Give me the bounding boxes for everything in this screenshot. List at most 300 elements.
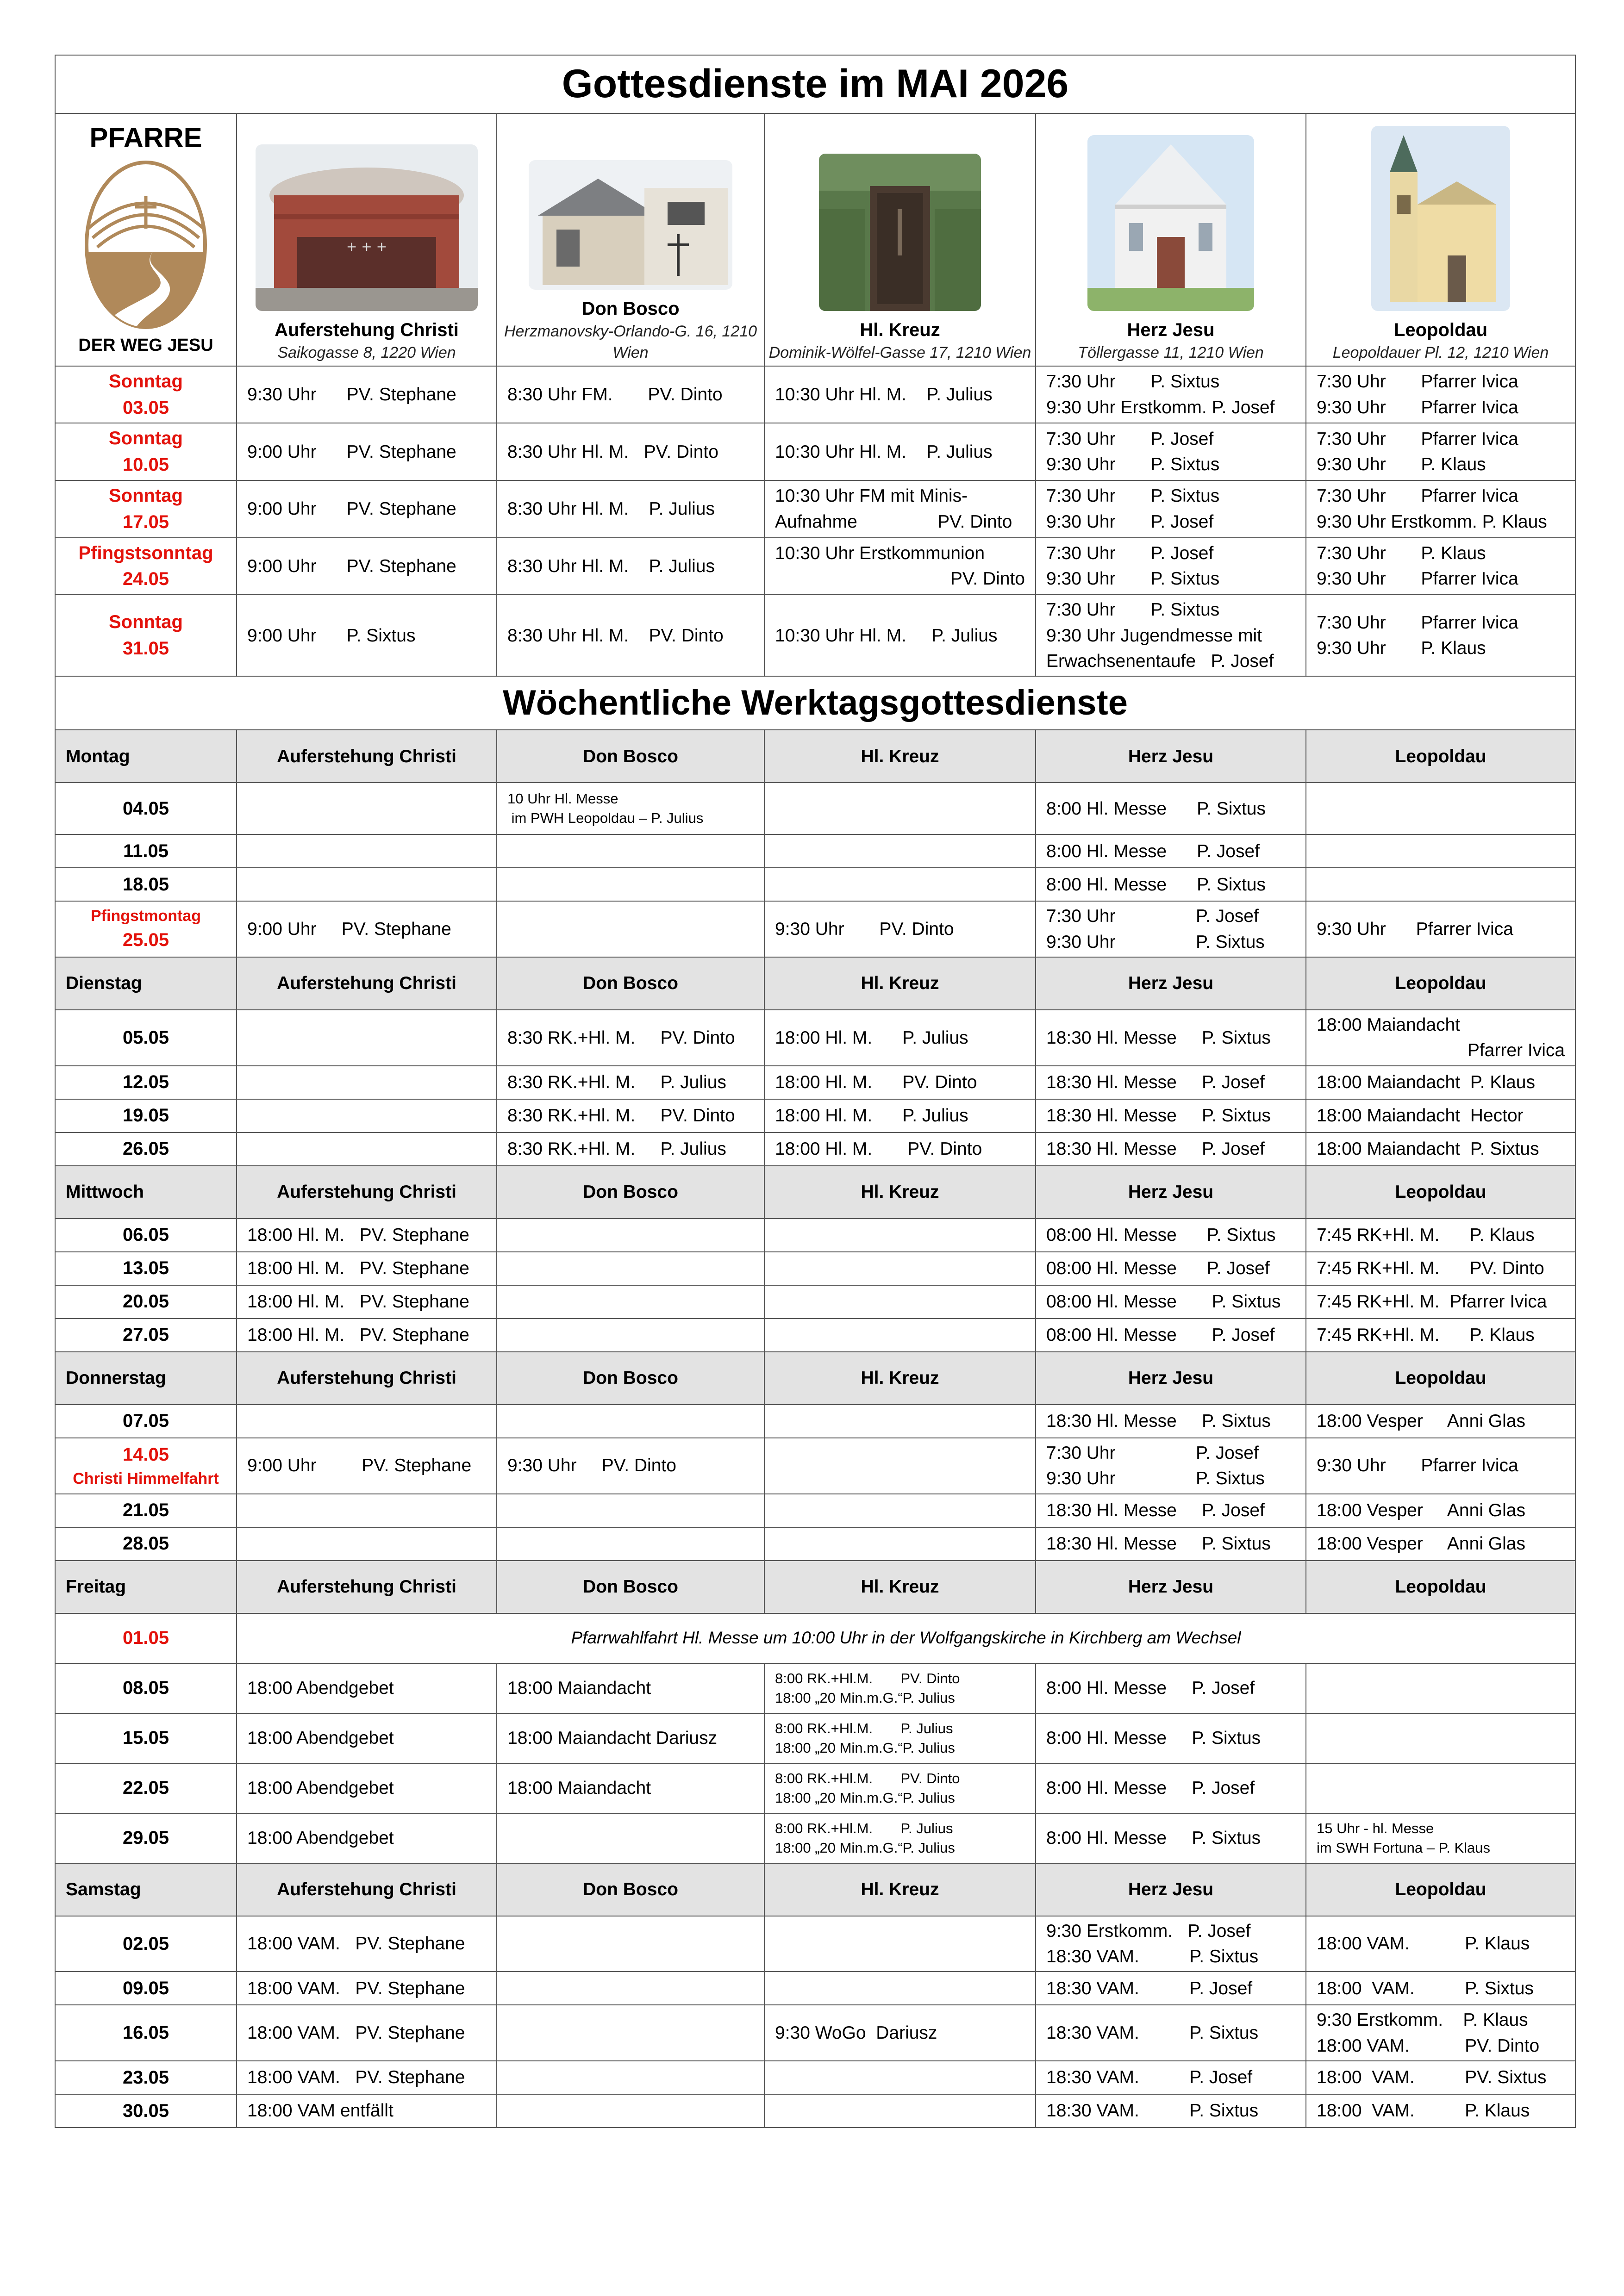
column-header-auferstehung: Auferstehung Christi xyxy=(237,1561,497,1613)
weekday-cell-leopoldau: 18:00 VAM. P. Sixtus xyxy=(1306,1972,1575,2005)
weekday-cell-leopoldau: 18:00 VAM. P. Klaus xyxy=(1306,1916,1575,1972)
church-photo-hlkreuz-icon xyxy=(819,154,981,311)
sunday-cell-donbosco: 8:30 Uhr Hl. M. P. Julius xyxy=(497,538,764,595)
weekday-row xyxy=(55,1763,1575,1813)
column-header-donbosco: Don Bosco xyxy=(497,1863,764,1916)
weekday-cell-herzjesu: 8:00 Hl. Messe P. Sixtus xyxy=(1036,783,1306,834)
entry-line: 9:30 Uhr Pfarrer Ivica xyxy=(1317,397,1518,417)
parish-name-hlkreuz: Hl. Kreuz xyxy=(860,319,940,340)
weekday-cell-herzjesu: 18:30 Hl. Messe P. Sixtus xyxy=(1036,1099,1306,1132)
logo-top-text: PFARRE xyxy=(89,122,202,153)
weekday-cell-donbosco xyxy=(497,868,764,901)
weekday-cell-hlkreuz: 18:00 Hl. M. PV. Dinto xyxy=(764,1132,1036,1166)
entry-line: Aufnahme PV. Dinto xyxy=(775,511,1012,532)
page-title: Gottesdienste im MAI 2026 xyxy=(55,55,1575,113)
entry-line: 18:00 „20 Min.m.G.“P. Julius xyxy=(775,1789,955,1806)
weekday-cell-auferstehung xyxy=(237,868,497,901)
church-photo-leopoldau-icon xyxy=(1371,126,1510,311)
weekday-cell-auferstehung: 18:00 VAM. PV. Stephane xyxy=(237,2061,497,2094)
entry-line: 10 Uhr Hl. Messe xyxy=(507,790,618,807)
parish-header-donbosco xyxy=(497,113,764,366)
weekday-cell-auferstehung: 18:00 VAM. PV. Stephane xyxy=(237,1916,497,1972)
entry-line: 9:30 Uhr P. Josef xyxy=(1046,511,1214,532)
weekday-cell-auferstehung: 18:00 VAM. PV. Stephane xyxy=(237,1972,497,2005)
entry-line: 8:00 RK.+Hl.M. P. Julius xyxy=(775,1720,953,1736)
column-header-auferstehung: Auferstehung Christi xyxy=(237,1166,497,1219)
entry-line: 18:30 VAM. P. Sixtus xyxy=(1046,1946,1259,1966)
column-header-herzjesu: Herz Jesu xyxy=(1036,1352,1306,1405)
weekday-cell-hlkreuz: 18:00 Hl. M. P. Julius xyxy=(764,1010,1036,1066)
weekday-cell-hlkreuz xyxy=(764,1405,1036,1438)
sunday-cell-auferstehung: 9:00 Uhr PV. Stephane xyxy=(237,538,497,595)
sunday-cell-donbosco: 8:30 Uhr Hl. M. P. Julius xyxy=(497,480,764,538)
parish-header-leopoldau xyxy=(1306,113,1575,366)
column-header-leopoldau: Leopoldau xyxy=(1306,1561,1575,1613)
way-of-jesus-logo-icon xyxy=(83,159,208,330)
weekday-cell-herzjesu: 18:30 Hl. Messe P. Sixtus xyxy=(1036,1010,1306,1066)
weekday-cell-donbosco xyxy=(497,2094,764,2128)
entry-line: 7:30 Uhr P. Sixtus xyxy=(1046,486,1220,506)
weekday-date: 15.05 xyxy=(55,1713,237,1763)
weekday-header-freitag xyxy=(55,1561,1575,1613)
parish-address-hlkreuz: Dominik-Wölfel-Gasse 17, 1210 Wien xyxy=(768,343,1031,361)
weekday-label: Montag xyxy=(55,730,237,783)
weekday-cell-leopoldau: 18:00 Vesper Anni Glas xyxy=(1306,1527,1575,1561)
weekday-cell-auferstehung: 18:00 Hl. M. PV. Stephane xyxy=(237,1319,497,1352)
weekday-cell-leopoldau: 18:00 Vesper Anni Glas xyxy=(1306,1405,1575,1438)
weekday-cell-donbosco xyxy=(497,1972,764,2005)
entry-line: 7:30 Uhr P. Josef xyxy=(1046,429,1214,449)
sunday-day-label: Sonntag xyxy=(109,428,183,449)
weekday-cell-hlkreuz xyxy=(764,1438,1036,1494)
parish-address-donbosco: Herzmanovsky-Orlando-G. 16, 1210 Wien xyxy=(504,323,757,361)
sunday-cell-hlkreuz xyxy=(764,538,1036,595)
weekday-cell-leopoldau: 18:00 Maiandacht Hector xyxy=(1306,1099,1575,1132)
weekday-cell-hlkreuz xyxy=(764,2094,1036,2128)
column-header-leopoldau: Leopoldau xyxy=(1306,1352,1575,1405)
weekday-cell-hlkreuz: 9:30 Uhr PV. Dinto xyxy=(764,901,1036,957)
church-photo-donbosco-icon xyxy=(529,160,732,290)
entry-line: 9:30 Erstkomm. P. Klaus xyxy=(1317,2010,1528,2030)
weekday-cell-hlkreuz xyxy=(764,1252,1036,1285)
sunday-row xyxy=(55,595,1575,676)
weekday-cell-herzjesu: 18:30 VAM. P. Josef xyxy=(1036,1972,1306,2005)
sunday-cell-herzjesu xyxy=(1036,538,1306,595)
entry-line: 7:30 Uhr P. Sixtus xyxy=(1046,600,1220,620)
entry-line: 9:30 Erstkomm. P. Josef xyxy=(1046,1921,1251,1941)
entry-line: 8:00 RK.+Hl.M. PV. Dinto xyxy=(775,1670,960,1686)
weekday-date: 23.05 xyxy=(55,2061,237,2094)
entry-line: 7:30 Uhr P. Klaus xyxy=(1317,543,1486,563)
weekday-cell-auferstehung: 18:00 Hl. M. PV. Stephane xyxy=(237,1285,497,1319)
sunday-cell-hlkreuz xyxy=(764,480,1036,538)
weekday-cell-donbosco xyxy=(497,1285,764,1319)
column-header-leopoldau: Leopoldau xyxy=(1306,1166,1575,1219)
weekday-date-cell xyxy=(55,1438,237,1494)
entry-line: 8:00 RK.+Hl.M. PV. Dinto xyxy=(775,1770,960,1786)
entry-line: 9:30 Uhr P. Klaus xyxy=(1317,638,1486,659)
weekday-cell-herzjesu xyxy=(1036,1916,1306,1972)
sunday-day-label: Sonntag xyxy=(109,612,183,633)
weekday-cell-leopoldau: 7:45 RK+Hl. M. P. Klaus xyxy=(1306,1319,1575,1352)
weekday-cell-hlkreuz: 9:30 WoGo Dariusz xyxy=(764,2005,1036,2061)
weekday-date: 02.05 xyxy=(55,1916,237,1972)
column-header-hlkreuz: Hl. Kreuz xyxy=(764,1166,1036,1219)
entry-line: 7:30 Uhr P. Josef xyxy=(1046,1443,1259,1463)
sunday-cell-leopoldau xyxy=(1306,480,1575,538)
weekday-cell-auferstehung xyxy=(237,834,497,868)
weekday-cell-leopoldau: 9:30 Uhr Pfarrer Ivica xyxy=(1306,901,1575,957)
weekday-row xyxy=(55,2061,1575,2094)
weekday-cell-leopoldau xyxy=(1306,834,1575,868)
weekday-header-mittwoch xyxy=(55,1166,1575,1219)
sunday-date-cell xyxy=(55,480,237,538)
weekday-cell-herzjesu xyxy=(1036,901,1306,957)
column-header-auferstehung: Auferstehung Christi xyxy=(237,1352,497,1405)
sunday-date-cell xyxy=(55,595,237,676)
weekday-cell-donbosco xyxy=(497,783,764,834)
weekday-cell-herzjesu: 8:00 Hl. Messe P. Josef xyxy=(1036,1663,1306,1713)
column-header-leopoldau: Leopoldau xyxy=(1306,1863,1575,1916)
entry-line: 18:00 VAM. PV. Dinto xyxy=(1317,2035,1540,2056)
sunday-row xyxy=(55,480,1575,538)
weekday-cell-hlkreuz: 18:00 Hl. M. P. Julius xyxy=(764,1099,1036,1132)
weekday-cell-leopoldau: 7:45 RK+Hl. M. PV. Dinto xyxy=(1306,1252,1575,1285)
column-header-hlkreuz: Hl. Kreuz xyxy=(764,1561,1036,1613)
weekday-cell-leopoldau: 7:45 RK+Hl. M. P. Klaus xyxy=(1306,1219,1575,1252)
entry-line: 7:30 Uhr Pfarrer Ivica xyxy=(1317,372,1518,392)
special-event-text: Pfarrwahlfahrt Hl. Messe um 10:00 Uhr in der Wolfgangskirche in Kirchberg am Wechsel xyxy=(237,1613,1575,1663)
sunday-date: 10.05 xyxy=(122,454,169,475)
weekday-row xyxy=(55,1219,1575,1252)
weekday-date: 11.05 xyxy=(55,834,237,868)
weekday-cell-auferstehung: 18:00 Hl. M. PV. Stephane xyxy=(237,1219,497,1252)
weekday-cell-auferstehung: 18:00 Abendgebet xyxy=(237,1663,497,1713)
entry-line: 9:30 Uhr Jugendmesse mit xyxy=(1046,625,1262,646)
holiday-label: Pfingstmontag xyxy=(91,907,201,925)
weekday-cell-leopoldau xyxy=(1306,1010,1575,1066)
weekday-cell-hlkreuz xyxy=(764,1916,1036,1972)
weekday-cell-herzjesu: 18:30 VAM. P. Sixtus xyxy=(1036,2094,1306,2128)
parish-name-auferstehung: Auferstehung Christi xyxy=(275,319,459,340)
schedule-body xyxy=(55,55,1575,2128)
weekday-cell-auferstehung xyxy=(237,1066,497,1099)
weekday-cell-hlkreuz xyxy=(764,1219,1036,1252)
weekday-cell-hlkreuz xyxy=(764,1663,1036,1713)
weekday-cell-hlkreuz xyxy=(764,2061,1036,2094)
weekday-header-samstag xyxy=(55,1863,1575,1916)
entry-line: im SWH Fortuna – P. Klaus xyxy=(1317,1839,1491,1856)
subtitle-row xyxy=(55,676,1575,730)
weekday-cell-donbosco xyxy=(497,834,764,868)
weekday-label: Dienstag xyxy=(55,957,237,1010)
weekday-date: 09.05 xyxy=(55,1972,237,2005)
weekday-row xyxy=(55,1132,1575,1166)
entry-line: 9:30 Uhr Pfarrer Ivica xyxy=(1317,569,1518,589)
sunday-cell-auferstehung: 9:00 Uhr P. Sixtus xyxy=(237,595,497,676)
weekday-cell-herzjesu: 8:00 Hl. Messe P. Josef xyxy=(1036,834,1306,868)
sunday-row xyxy=(55,423,1575,480)
weekday-date: 27.05 xyxy=(55,1319,237,1352)
weekday-row xyxy=(55,1010,1575,1066)
weekday-cell-donbosco: 8:30 RK.+Hl. M. PV. Dinto xyxy=(497,1010,764,1066)
weekday-cell-donbosco xyxy=(497,1219,764,1252)
sunday-cell-auferstehung: 9:00 Uhr PV. Stephane xyxy=(237,480,497,538)
weekday-cell-donbosco xyxy=(497,1527,764,1561)
weekday-cell-donbosco: 8:30 RK.+Hl. M. P. Julius xyxy=(497,1066,764,1099)
weekday-date: 18.05 xyxy=(55,868,237,901)
weekday-cell-herzjesu: 18:30 Hl. Messe P. Josef xyxy=(1036,1066,1306,1099)
weekday-cell-leopoldau: 18:00 VAM. PV. Sixtus xyxy=(1306,2061,1575,2094)
weekday-cell-donbosco: 18:00 Maiandacht Dariusz xyxy=(497,1713,764,1763)
weekday-cell-leopoldau: 18:00 Maiandacht P. Sixtus xyxy=(1306,1132,1575,1166)
sunday-cell-donbosco: 8:30 Uhr Hl. M. PV. Dinto xyxy=(497,423,764,480)
weekday-date: 04.05 xyxy=(55,783,237,834)
sunday-date-cell xyxy=(55,423,237,480)
entry-line: 18:00 „20 Min.m.G.“P. Julius xyxy=(775,1839,955,1856)
section-title: Wöchentliche Werktagsgottesdienste xyxy=(55,676,1575,730)
weekday-cell-donbosco xyxy=(497,1494,764,1527)
weekday-label: Donnerstag xyxy=(55,1352,237,1405)
weekday-date: 19.05 xyxy=(55,1099,237,1132)
weekday-cell-donbosco xyxy=(497,1319,764,1352)
special-event-row xyxy=(55,1613,1575,1663)
column-header-herzjesu: Herz Jesu xyxy=(1036,1561,1306,1613)
weekday-cell-auferstehung xyxy=(237,783,497,834)
weekday-cell-auferstehung xyxy=(237,1132,497,1166)
sunday-cell-herzjesu xyxy=(1036,595,1306,676)
entry-line: 7:30 Uhr P. Josef xyxy=(1046,543,1214,563)
weekday-row xyxy=(55,834,1575,868)
sunday-date: 17.05 xyxy=(122,511,169,532)
weekday-cell-leopoldau: 7:45 RK+Hl. M. Pfarrer Ivica xyxy=(1306,1285,1575,1319)
sunday-day-label: Sonntag xyxy=(109,371,183,392)
weekday-cell-auferstehung: 18:00 VAM entfällt xyxy=(237,2094,497,2128)
weekday-date: 28.05 xyxy=(55,1527,237,1561)
weekday-cell-herzjesu: 18:30 Hl. Messe P. Josef xyxy=(1036,1132,1306,1166)
weekday-cell-herzjesu: 8:00 Hl. Messe P. Josef xyxy=(1036,1763,1306,1813)
entry-line: Pfarrer Ivica xyxy=(1467,1040,1565,1061)
weekday-cell-donbosco xyxy=(497,2061,764,2094)
weekday-row xyxy=(55,1438,1575,1494)
weekday-cell-hlkreuz xyxy=(764,1494,1036,1527)
weekday-cell-herzjesu: 18:30 Hl. Messe P. Sixtus xyxy=(1036,1405,1306,1438)
weekday-row xyxy=(55,1972,1575,2005)
weekday-date: 30.05 xyxy=(55,2094,237,2128)
weekday-cell-leopoldau xyxy=(1306,868,1575,901)
column-header-donbosco: Don Bosco xyxy=(497,957,764,1010)
special-date: 01.05 xyxy=(55,1613,237,1663)
parish-address-leopoldau: Leopoldauer Pl. 12, 1210 Wien xyxy=(1332,343,1549,361)
weekday-row xyxy=(55,1099,1575,1132)
weekday-cell-donbosco: 18:00 Maiandacht xyxy=(497,1663,764,1713)
weekday-cell-donbosco: 8:30 RK.+Hl. M. PV. Dinto xyxy=(497,1099,764,1132)
weekday-date: 29.05 xyxy=(55,1813,237,1863)
weekday-cell-herzjesu: 08:00 Hl. Messe P. Sixtus xyxy=(1036,1219,1306,1252)
schedule-page xyxy=(55,55,1575,2128)
weekday-label: Samstag xyxy=(55,1863,237,1916)
weekday-date: 08.05 xyxy=(55,1663,237,1713)
weekday-cell-hlkreuz xyxy=(764,1285,1036,1319)
weekday-date: 21.05 xyxy=(55,1494,237,1527)
weekday-cell-donbosco xyxy=(497,1916,764,1972)
column-header-hlkreuz: Hl. Kreuz xyxy=(764,957,1036,1010)
entry-line: 15 Uhr - hl. Messe xyxy=(1317,1820,1434,1836)
entry-line: 8:00 RK.+Hl.M. P. Julius xyxy=(775,1820,953,1836)
weekday-row xyxy=(55,1663,1575,1713)
weekday-cell-leopoldau: 9:30 Uhr Pfarrer Ivica xyxy=(1306,1438,1575,1494)
weekday-cell-leopoldau xyxy=(1306,2005,1575,2061)
sunday-cell-leopoldau xyxy=(1306,366,1575,423)
weekday-cell-auferstehung: 18:00 Abendgebet xyxy=(237,1813,497,1863)
entry-line: 9:30 Uhr P. Sixtus xyxy=(1046,569,1220,589)
entry-line: im PWH Leopoldau – P. Julius xyxy=(507,810,704,827)
weekday-cell-leopoldau xyxy=(1306,1713,1575,1763)
weekday-date: 12.05 xyxy=(55,1066,237,1099)
weekday-header-montag xyxy=(55,730,1575,783)
weekday-cell-hlkreuz xyxy=(764,1813,1036,1863)
sunday-cell-hlkreuz: 10:30 Uhr Hl. M. P. Julius xyxy=(764,595,1036,676)
column-header-hlkreuz: Hl. Kreuz xyxy=(764,1352,1036,1405)
parish-name-donbosco: Don Bosco xyxy=(581,299,680,319)
weekday-cell-herzjesu: 08:00 Hl. Messe P. Sixtus xyxy=(1036,1285,1306,1319)
weekday-date: 06.05 xyxy=(55,1219,237,1252)
weekday-cell-auferstehung: 9:00 Uhr PV. Stephane xyxy=(237,1438,497,1494)
sunday-day-label: Sonntag xyxy=(109,485,183,506)
column-header-donbosco: Don Bosco xyxy=(497,1561,764,1613)
weekday-row xyxy=(55,783,1575,834)
weekday-cell-donbosco: 18:00 Maiandacht xyxy=(497,1763,764,1813)
weekday-row xyxy=(55,1527,1575,1561)
weekday-cell-donbosco: 8:30 RK.+Hl. M. P. Julius xyxy=(497,1132,764,1166)
weekday-cell-auferstehung: 18:00 Abendgebet xyxy=(237,1763,497,1813)
weekday-cell-donbosco xyxy=(497,1405,764,1438)
weekday-cell-auferstehung: 18:00 Abendgebet xyxy=(237,1713,497,1763)
church-photo-auferstehung-icon xyxy=(256,144,478,311)
weekday-date: 14.05 xyxy=(122,1444,169,1465)
weekday-row xyxy=(55,2094,1575,2128)
column-header-auferstehung: Auferstehung Christi xyxy=(237,957,497,1010)
sunday-cell-leopoldau xyxy=(1306,538,1575,595)
weekday-date: 20.05 xyxy=(55,1285,237,1319)
entry-line: 9:30 Uhr Erstkomm. P. Klaus xyxy=(1317,511,1547,532)
parish-header-auferstehung xyxy=(237,113,497,366)
column-header-herzjesu: Herz Jesu xyxy=(1036,1863,1306,1916)
weekday-row xyxy=(55,1252,1575,1285)
column-header-hlkreuz: Hl. Kreuz xyxy=(764,730,1036,783)
sunday-cell-hlkreuz: 10:30 Uhr Hl. M. P. Julius xyxy=(764,366,1036,423)
entry-line: 7:30 Uhr Pfarrer Ivica xyxy=(1317,486,1518,506)
weekday-date: 22.05 xyxy=(55,1763,237,1813)
weekday-row xyxy=(55,1319,1575,1352)
weekday-date: 25.05 xyxy=(122,930,169,951)
weekday-cell-auferstehung xyxy=(237,1527,497,1561)
weekday-cell-donbosco xyxy=(497,901,764,957)
weekday-cell-auferstehung: 18:00 VAM. PV. Stephane xyxy=(237,2005,497,2061)
weekday-row xyxy=(55,2005,1575,2061)
weekday-row xyxy=(55,1813,1575,1863)
entry-line: 9:30 Uhr P. Sixtus xyxy=(1046,454,1220,475)
parish-name-herzjesu: Herz Jesu xyxy=(1127,319,1215,340)
weekday-cell-leopoldau xyxy=(1306,1663,1575,1713)
parish-logo xyxy=(55,113,237,366)
sunday-row xyxy=(55,366,1575,423)
sunday-date: 03.05 xyxy=(122,397,169,418)
weekday-cell-herzjesu: 18:30 VAM. P. Sixtus xyxy=(1036,2005,1306,2061)
weekday-cell-leopoldau xyxy=(1306,1813,1575,1863)
weekday-cell-hlkreuz xyxy=(764,1713,1036,1763)
weekday-cell-herzjesu: 18:30 VAM. P. Josef xyxy=(1036,2061,1306,2094)
column-header-donbosco: Don Bosco xyxy=(497,1166,764,1219)
schedule-table xyxy=(55,55,1576,2128)
weekday-date: 16.05 xyxy=(55,2005,237,2061)
weekday-cell-hlkreuz xyxy=(764,834,1036,868)
sunday-cell-hlkreuz: 10:30 Uhr Hl. M. P. Julius xyxy=(764,423,1036,480)
weekday-label: Freitag xyxy=(55,1561,237,1613)
sunday-cell-herzjesu xyxy=(1036,480,1306,538)
column-header-auferstehung: Auferstehung Christi xyxy=(237,1863,497,1916)
column-header-donbosco: Don Bosco xyxy=(497,1352,764,1405)
weekday-cell-leopoldau xyxy=(1306,1763,1575,1813)
column-header-donbosco: Don Bosco xyxy=(497,730,764,783)
weekday-cell-auferstehung: 18:00 Hl. M. PV. Stephane xyxy=(237,1252,497,1285)
sunday-cell-donbosco: 8:30 Uhr FM. PV. Dinto xyxy=(497,366,764,423)
weekday-cell-herzjesu: 8:00 Hl. Messe P. Sixtus xyxy=(1036,1713,1306,1763)
entry-line: 9:30 Uhr P. Klaus xyxy=(1317,454,1486,475)
entry-line: Erwachsenentaufe P. Josef xyxy=(1046,651,1274,671)
weekday-cell-auferstehung: 9:00 Uhr PV. Stephane xyxy=(237,901,497,957)
weekday-cell-hlkreuz xyxy=(764,1527,1036,1561)
column-header-leopoldau: Leopoldau xyxy=(1306,957,1575,1010)
entry-line: 9:30 Uhr P. Sixtus xyxy=(1046,932,1265,952)
weekday-header-donnerstag xyxy=(55,1352,1575,1405)
weekday-date: 26.05 xyxy=(55,1132,237,1166)
weekday-cell-leopoldau: 18:00 Vesper Anni Glas xyxy=(1306,1494,1575,1527)
weekday-label: Mittwoch xyxy=(55,1166,237,1219)
weekday-row xyxy=(55,1405,1575,1438)
entry-line: 7:30 Uhr Pfarrer Ivica xyxy=(1317,429,1518,449)
parish-header-herzjesu xyxy=(1036,113,1306,366)
weekday-row xyxy=(55,1285,1575,1319)
sunday-date: 31.05 xyxy=(122,638,169,659)
weekday-cell-hlkreuz xyxy=(764,868,1036,901)
column-header-herzjesu: Herz Jesu xyxy=(1036,957,1306,1010)
entry-line: 18:00 „20 Min.m.G.“P. Julius xyxy=(775,1689,955,1706)
parish-address-herzjesu: Töllergasse 11, 1210 Wien xyxy=(1078,343,1264,361)
weekday-cell-herzjesu xyxy=(1036,1438,1306,1494)
parish-header-hlkreuz xyxy=(764,113,1036,366)
entry-line: 7:30 Uhr Pfarrer Ivica xyxy=(1317,612,1518,633)
sunday-date: 24.05 xyxy=(122,569,169,590)
weekday-date: 13.05 xyxy=(55,1252,237,1285)
sunday-date-cell xyxy=(55,366,237,423)
svg-text:+ + +: + + + xyxy=(346,238,387,254)
entry-line: 18:00 „20 Min.m.G.“P. Julius xyxy=(775,1739,955,1756)
entry-line: 7:30 Uhr P. Sixtus xyxy=(1046,372,1220,392)
weekday-cell-hlkreuz xyxy=(764,783,1036,834)
weekday-cell-hlkreuz xyxy=(764,1763,1036,1813)
parish-name-leopoldau: Leopoldau xyxy=(1393,319,1488,340)
entry-line: 9:30 Uhr Erstkomm. P. Josef xyxy=(1046,397,1275,417)
weekday-cell-auferstehung xyxy=(237,1010,497,1066)
sunday-cell-leopoldau xyxy=(1306,423,1575,480)
sunday-cell-herzjesu xyxy=(1036,423,1306,480)
entry-line: 9:30 Uhr P. Sixtus xyxy=(1046,1468,1265,1489)
entry-line: 10:30 Uhr Erstkommunion xyxy=(775,543,985,563)
weekday-cell-hlkreuz: 18:00 Hl. M. PV. Dinto xyxy=(764,1066,1036,1099)
sunday-row xyxy=(55,538,1575,595)
weekday-cell-donbosco xyxy=(497,1813,764,1863)
